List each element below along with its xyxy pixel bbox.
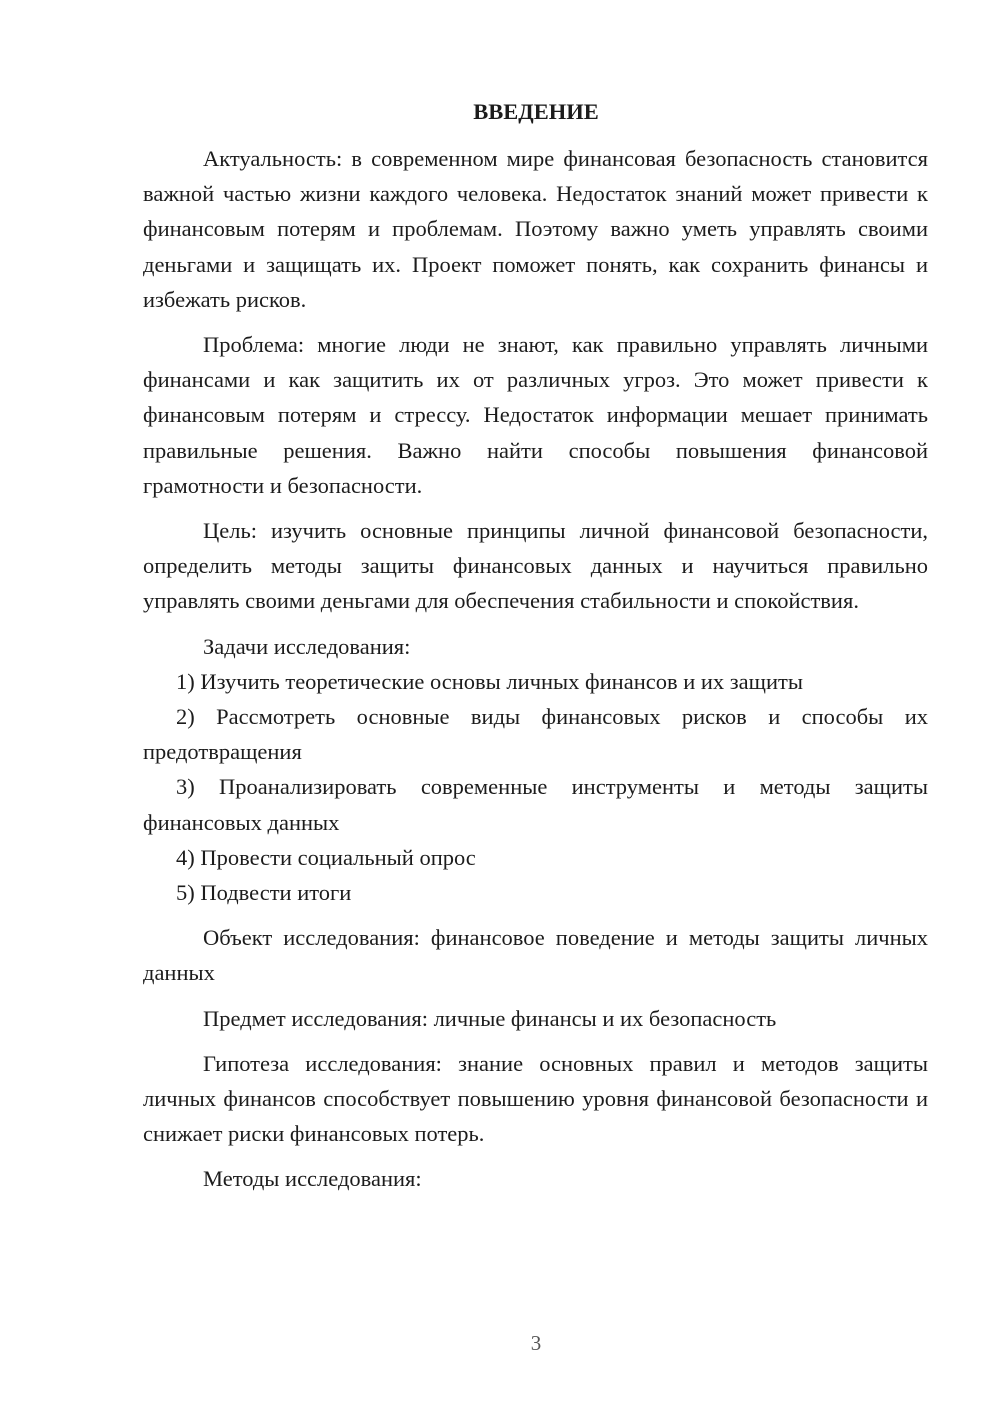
body-text bbox=[143, 141, 928, 1197]
section-heading: ВВЕДЕНИЕ bbox=[473, 99, 599, 124]
tasks-list bbox=[143, 664, 928, 910]
paragraph-subject: Предмет исследования: личные финансы и их безопасность bbox=[203, 1005, 777, 1031]
paragraph-hypothesis: Гипотеза исследования: знание основных правил и методов защиты личных финансов способствует повышению уровня финансовой безопасности и снижает риски финансовых потерь. bbox=[143, 1050, 928, 1147]
paragraph-relevance: Актуальность: в современном мире финансовая безопасность становится важной частью жизни каждого человека. Недостаток знаний может привести к финансовым потерям и проблемам. Поэтому важно уметь управлять своими деньгами и защищать их. Проект поможет понять, как сохранить финансы и избежать рисков. bbox=[143, 146, 928, 312]
paragraph-tasks-intro: Задачи исследования: bbox=[203, 633, 411, 659]
list-item: 3) Проанализировать современные инструменты и методы защиты финансовых данных bbox=[143, 774, 928, 835]
list-item: 1) Изучить теоретические основы личных финансов и их защиты bbox=[176, 668, 803, 694]
page-number: 3 bbox=[530, 1331, 542, 1355]
paragraph-object: Объект исследования: финансовое поведение и методы защиты личных данных bbox=[143, 925, 928, 986]
list-item: 4) Провести социальный опрос bbox=[176, 844, 476, 870]
paragraph-goal: Цель: изучить основные принципы личной финансовой безопасности, определить методы защиты финансовых данных и научиться правильно управлять своими деньгами для обеспечения стабильности и спокойствия. bbox=[143, 518, 928, 614]
list-item: 2) Рассмотреть основные виды финансовых рисков и способы их предотвращения bbox=[143, 704, 928, 765]
paragraph-methods: Методы исследования: bbox=[203, 1166, 422, 1192]
paragraph-problem: Проблема: многие люди не знают, как правильно управлять личными финансами и как защитить их от различных угроз. Это может привести к финансовым потерям и стрессу. Недостаток информации мешает принимать правильные решения. Важно найти способы повышения финансовой грамотности и безопасности. bbox=[143, 332, 928, 498]
list-item: 5) Подвести итоги bbox=[176, 880, 352, 906]
